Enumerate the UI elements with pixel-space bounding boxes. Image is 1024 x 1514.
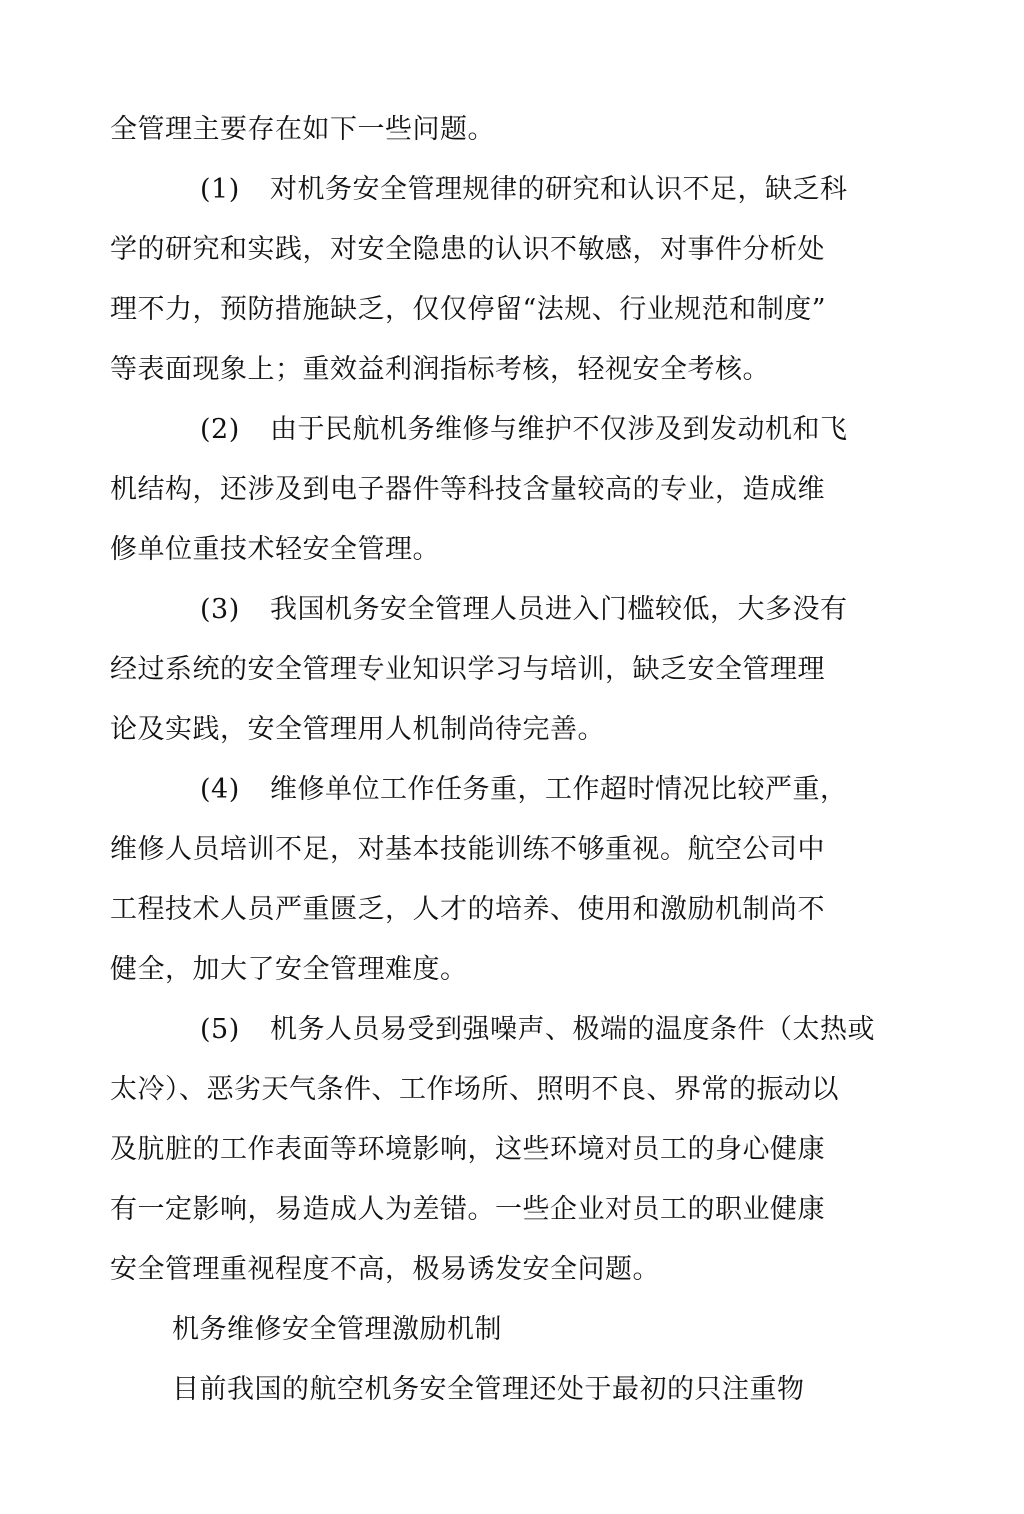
item-text: 机务人员易受到强噪声、极端的温度条件（太热或: [270, 1014, 875, 1045]
text-line: 经过系统的安全管理专业知识学习与培训，缺乏安全管理理: [110, 654, 825, 685]
item-number: (3): [200, 594, 240, 625]
text-line: 全管理主要存在如下一些问题。: [110, 114, 495, 145]
text-line: 修单位重技术轻安全管理。: [110, 534, 440, 565]
text-line: 等表面现象上；重效益利润指标考核，轻视安全考核。: [110, 354, 770, 385]
item-number: (5): [200, 1014, 240, 1045]
text-line: 工程技术人员严重匮乏，人才的培养、使用和激励机制尚不: [110, 894, 825, 925]
item-number: (2): [200, 414, 240, 445]
list-item: [200, 413, 848, 447]
list-item: [200, 1013, 875, 1047]
item-text: 维修单位工作任务重，工作超时情况比较严重，: [270, 774, 848, 805]
text-line: 有一定影响，易造成人为差错。一些企业对员工的职业健康: [110, 1194, 825, 1225]
text-line: 维修人员培训不足，对基本技能训练不够重视。航空公司中: [110, 834, 825, 865]
text-line: 健全，加大了安全管理难度。: [110, 954, 468, 985]
text-line: 机结构，还涉及到电子器件等科技含量较高的专业，造成维: [110, 474, 825, 505]
text-line: 理不力，预防措施缺乏，仅仅停留“法规、行业规范和制度”: [110, 294, 827, 325]
item-text: 我国机务安全管理人员进入门槛较低，大多没有: [270, 594, 848, 625]
text-line: 论及实践，安全管理用人机制尚待完善。: [110, 714, 605, 745]
paragraph-start: 目前我国的航空机务安全管理还处于最初的只注重物: [172, 1374, 805, 1405]
item-number: (4): [200, 774, 240, 805]
list-item: [200, 593, 848, 627]
list-item: [200, 773, 848, 807]
item-number: (1): [200, 174, 240, 205]
text-line: 及肮脏的工作表面等环境影响，这些环境对员工的身心健康: [110, 1134, 825, 1165]
item-text: 由于民航机务维修与维护不仅涉及到发动机和飞: [270, 414, 848, 445]
item-text: 对机务安全管理规律的研究和认识不足，缺乏科: [270, 174, 848, 205]
list-item: [200, 173, 848, 207]
text-line: 太冷）、恶劣天气条件、工作场所、照明不良、界常的振动以: [110, 1074, 839, 1105]
section-heading: 机务维修安全管理激励机制: [172, 1314, 502, 1345]
text-line: 学的研究和实践，对安全隐患的认识不敏感，对事件分析处: [110, 234, 825, 265]
text-line: 安全管理重视程度不高，极易诱发安全问题。: [110, 1254, 660, 1285]
